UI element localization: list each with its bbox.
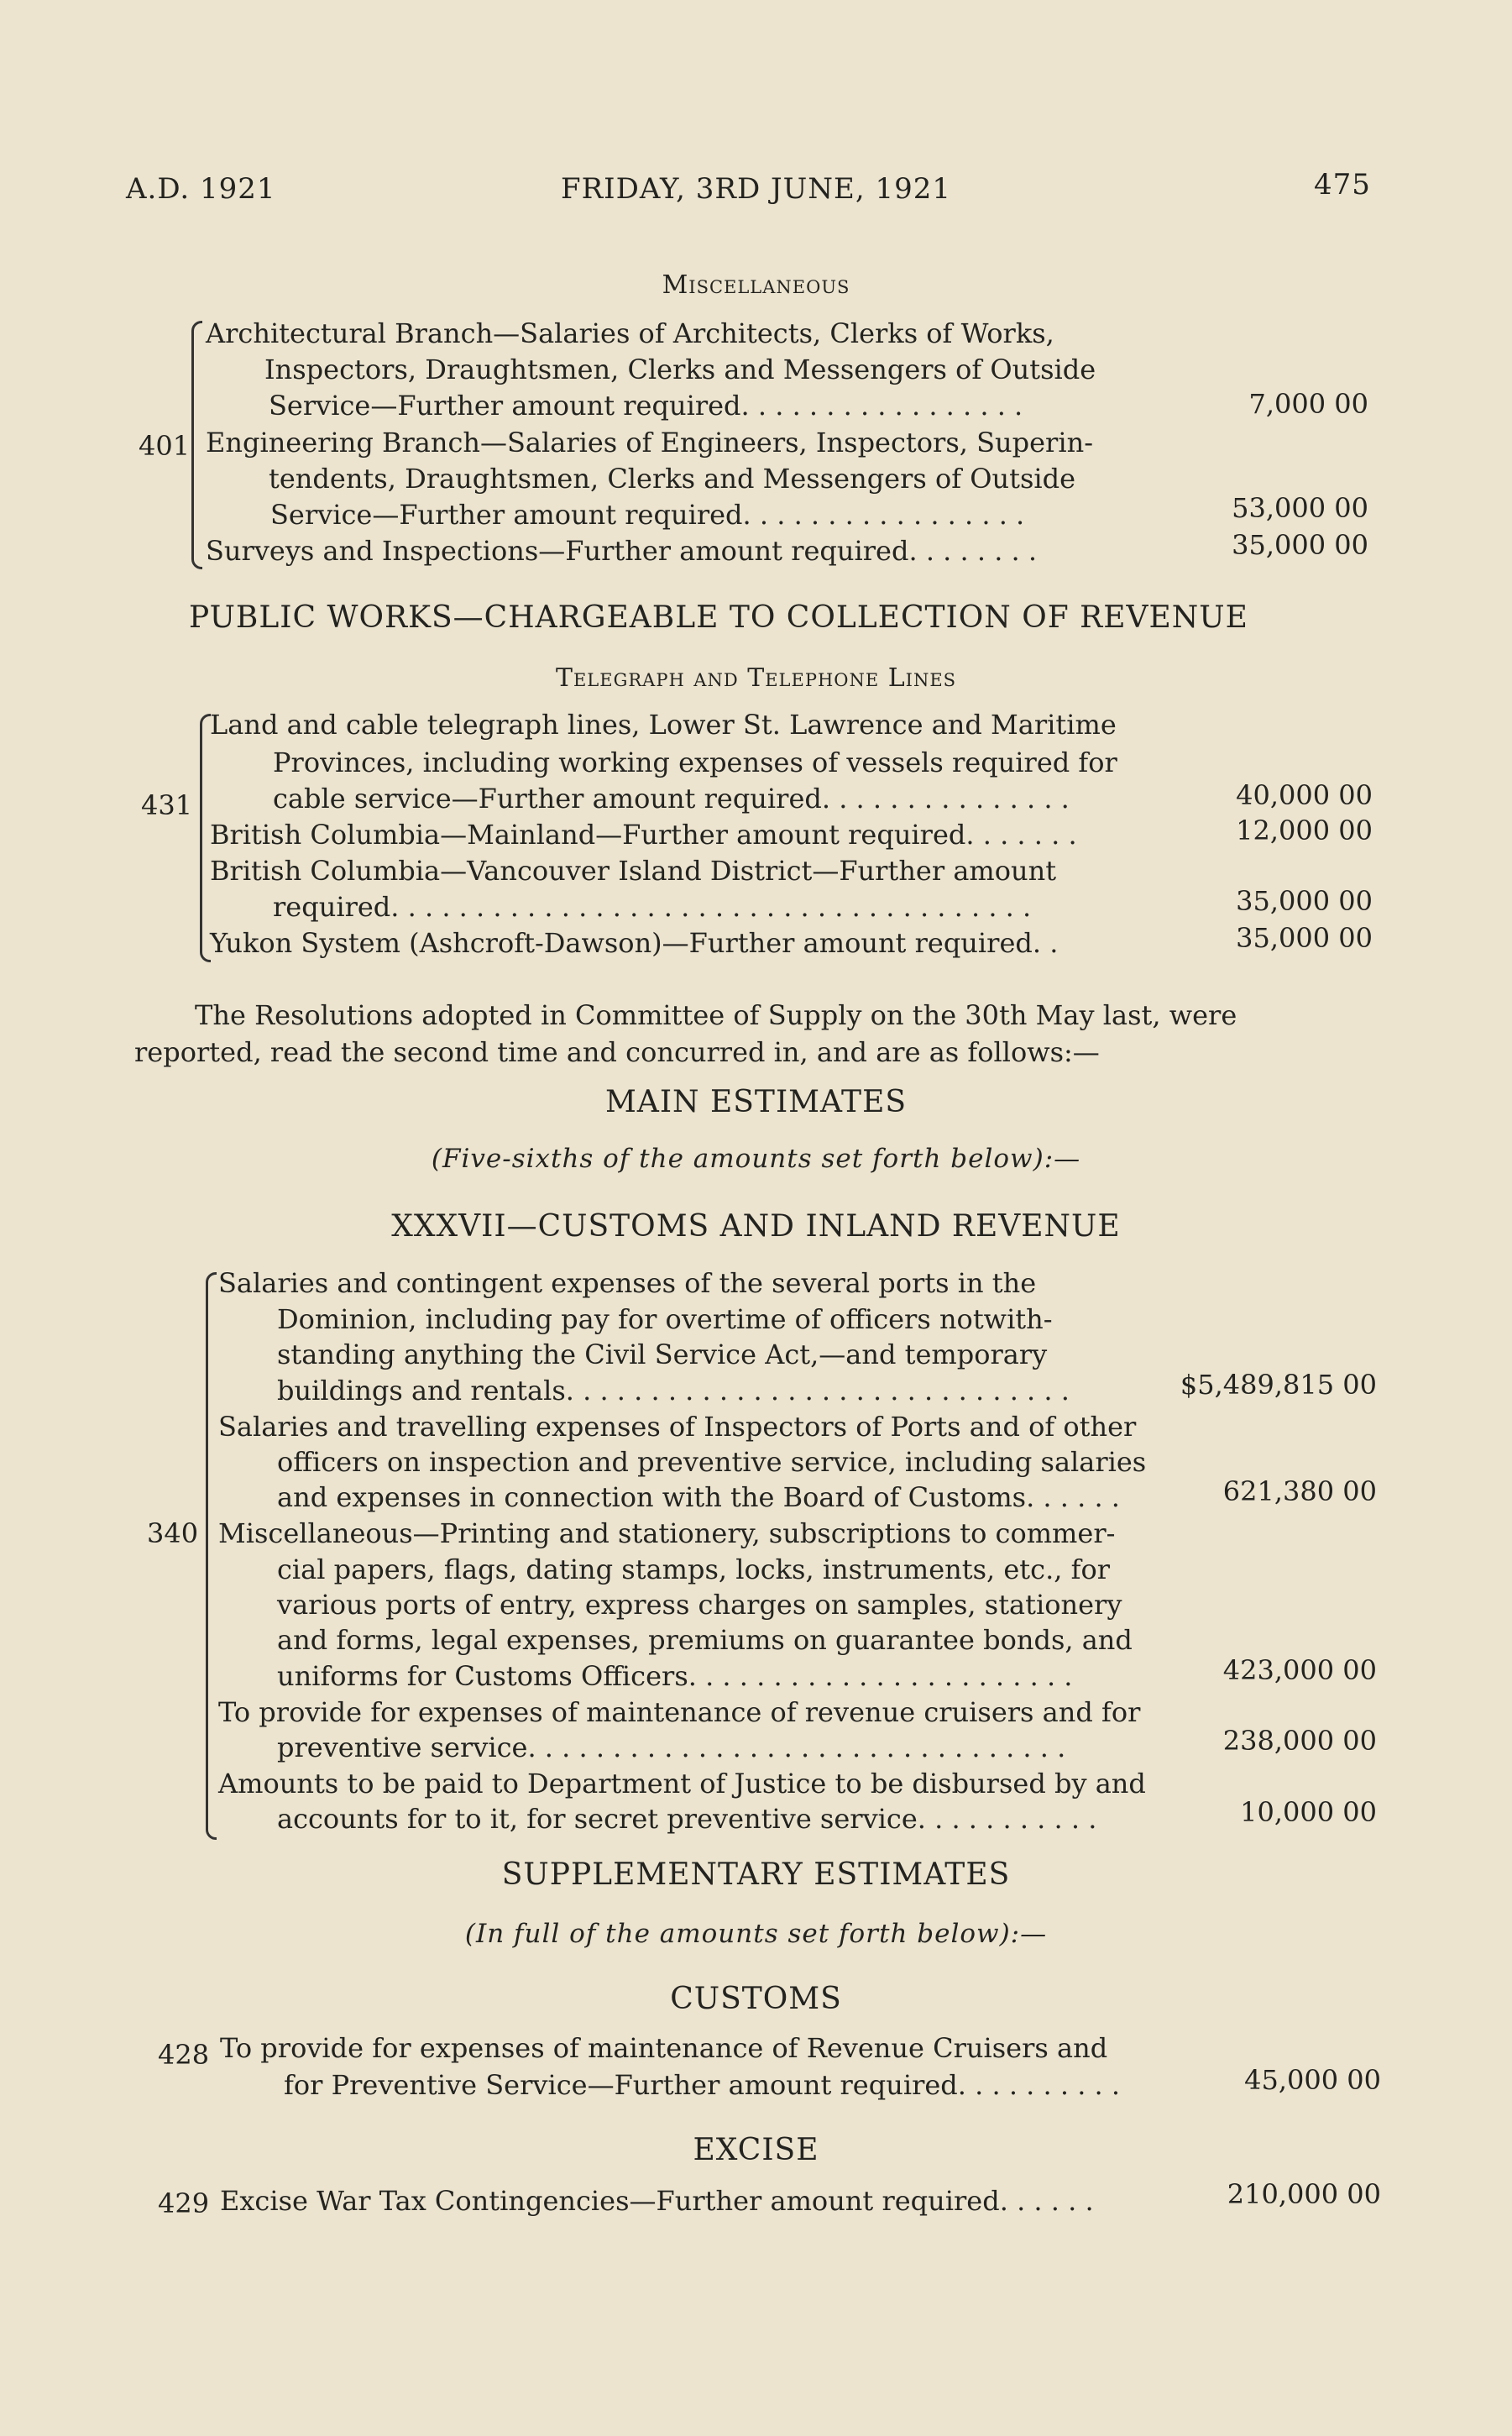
supplementary-estimates-note: (In full of the amounts set forth below):— bbox=[464, 1919, 1048, 1949]
main-estimates-line: officers on inspection and preventive service, including salaries bbox=[277, 1446, 1147, 1478]
main-estimates-line: accounts for to it, for secret preventive service. . . . . . . . . . . bbox=[277, 1803, 1097, 1835]
main-estimates-line: Amounts to be paid to Department of Justice to be disbursed by and bbox=[218, 1768, 1146, 1799]
public-works-line: Land and cable telegraph lines, Lower St. Lawrence and Maritime bbox=[210, 709, 1117, 741]
main-estimates-amount: 238,000 00 bbox=[1222, 1725, 1377, 1757]
main-estimates-line: standing anything the Civil Service Act,—and temporary bbox=[277, 1338, 1048, 1370]
misc-line: tendents, Draughtsmen, Clerks and Messengers of Outside bbox=[269, 463, 1076, 495]
supplementary-estimates-heading: SUPPLEMENTARY ESTIMATES bbox=[501, 1857, 1011, 1892]
main-estimates-line: preventive service. . . . . . . . . . . . . . . . . . . . . . . . . . . . . . . . bbox=[277, 1731, 1066, 1763]
customs-vote-number: 428 bbox=[158, 2039, 210, 2071]
public-works-line: Provinces, including working expenses of vessels required for bbox=[273, 747, 1117, 778]
misc-amount: 35,000 00 bbox=[1232, 529, 1368, 561]
header-year: A.D. 1921 bbox=[126, 172, 276, 206]
resolution-line-2: reported, read the second time and concurred in, and are as follows:— bbox=[134, 1036, 1100, 1068]
misc-vote-number: 401 bbox=[139, 430, 191, 462]
main-estimates-line: and forms, legal expenses, premiums on guarantee bonds, and bbox=[277, 1624, 1133, 1656]
customs-inland-revenue-heading: XXXVII—CUSTOMS AND INLAND REVENUE bbox=[391, 1209, 1121, 1244]
customs-line-2: for Preventive Service—Further amount required. . . . . . . . . . bbox=[284, 2069, 1121, 2101]
main-estimates-line: uniforms for Customs Officers. . . . . . . . . . . . . . . . . . . . . . . bbox=[277, 1660, 1073, 1692]
main-estimates-line: cial papers, flags, dating stamps, locks, instruments, etc., for bbox=[277, 1553, 1110, 1585]
main-estimates-line: Salaries and travelling expenses of Inspectors of Ports and of other bbox=[218, 1411, 1137, 1443]
misc-amount: 53,000 00 bbox=[1232, 492, 1368, 524]
header-date: FRIDAY, 3RD JUNE, 1921 bbox=[560, 172, 952, 206]
misc-line: Service—Further amount required. . . . . . . . . . . . . . . . . bbox=[270, 499, 1025, 531]
public-works-amount: 35,000 00 bbox=[1236, 922, 1373, 954]
resolution-line-1: The Resolutions adopted in Committee of Supply on the 30th May last, were bbox=[195, 999, 1237, 1031]
customs-line-1: To provide for expenses of maintenance of Revenue Cruisers and bbox=[220, 2032, 1108, 2064]
public-works-line: British Columbia—Mainland—Further amount required. . . . . . . bbox=[210, 819, 1077, 851]
misc-line: Engineering Branch—Salaries of Engineers, Inspectors, Superin- bbox=[206, 427, 1093, 458]
main-estimates-line: various ports of entry, express charges on samples, stationery bbox=[277, 1589, 1122, 1621]
page-number: 475 bbox=[1314, 168, 1371, 202]
public-works-amount: 12,000 00 bbox=[1236, 815, 1373, 846]
telegraph-subheading: Telegraph and Telephone Lines bbox=[555, 663, 957, 693]
main-estimates-line: buildings and rentals. . . . . . . . . . . . . . . . . . . . . . . . . . . . . . bbox=[277, 1375, 1070, 1407]
misc-line: Inspectors, Draughtsmen, Clerks and Messengers of Outside bbox=[264, 354, 1096, 385]
public-works-line: Yukon System (Ashcroft-Dawson)—Further amount required. . bbox=[210, 927, 1059, 959]
main-estimates-line: To provide for expenses of maintenance of revenue cruisers and for bbox=[218, 1696, 1141, 1728]
main-estimates-note: (Five-sixths of the amounts set forth below):— bbox=[431, 1144, 1081, 1174]
main-estimates-line: Miscellaneous—Printing and stationery, subscriptions to commer- bbox=[218, 1517, 1116, 1549]
excise-heading: EXCISE bbox=[693, 2133, 819, 2167]
main-estimates-amount: $5,489,815 00 bbox=[1180, 1369, 1377, 1401]
main-estimates-amount: 621,380 00 bbox=[1222, 1475, 1377, 1507]
public-works-amount: 35,000 00 bbox=[1236, 885, 1373, 917]
main-estimates-brace bbox=[206, 1272, 217, 1840]
main-estimates-vote-number: 340 bbox=[147, 1517, 199, 1549]
public-works-heading: PUBLIC WORKS—CHARGEABLE TO COLLECTION OF REVENUE bbox=[189, 600, 1248, 635]
excise-amount: 210,000 00 bbox=[1227, 2178, 1381, 2210]
misc-line: Surveys and Inspections—Further amount required. . . . . . . . bbox=[206, 535, 1038, 567]
main-estimates-amount: 423,000 00 bbox=[1222, 1654, 1377, 1686]
customs-heading: CUSTOMS bbox=[670, 1982, 842, 2016]
public-works-amount: 40,000 00 bbox=[1236, 779, 1373, 811]
main-estimates-line: and expenses in connection with the Board of Customs. . . . . . bbox=[277, 1481, 1120, 1513]
public-works-vote-number: 431 bbox=[141, 789, 193, 821]
misc-heading: Miscellaneous bbox=[662, 270, 850, 300]
public-works-line: British Columbia—Vancouver Island District—Further amount bbox=[210, 855, 1057, 887]
public-works-line: cable service—Further amount required. . . . . . . . . . . . . . . bbox=[273, 783, 1070, 815]
misc-amount: 7,000 00 bbox=[1248, 388, 1368, 420]
main-estimates-line: Dominion, including pay for overtime of officers notwith- bbox=[277, 1303, 1053, 1335]
misc-line: Architectural Branch—Salaries of Architects, Clerks of Works, bbox=[206, 317, 1054, 349]
main-estimates-line: Salaries and contingent expenses of the several ports in the bbox=[218, 1267, 1037, 1299]
main-estimates-amount: 10,000 00 bbox=[1240, 1796, 1377, 1828]
main-estimates-heading: MAIN ESTIMATES bbox=[604, 1085, 908, 1119]
excise-line: Excise War Tax Contingencies—Further amount required. . . . . . bbox=[220, 2185, 1094, 2217]
public-works-line: required. . . . . . . . . . . . . . . . . . . . . . . . . . . . . . . . . . . . . . bbox=[273, 891, 1032, 923]
misc-line: Service—Further amount required. . . . . . . . . . . . . . . . . bbox=[269, 390, 1023, 422]
customs-amount: 45,000 00 bbox=[1244, 2064, 1381, 2096]
misc-brace bbox=[191, 321, 202, 569]
excise-vote-number: 429 bbox=[158, 2187, 210, 2219]
